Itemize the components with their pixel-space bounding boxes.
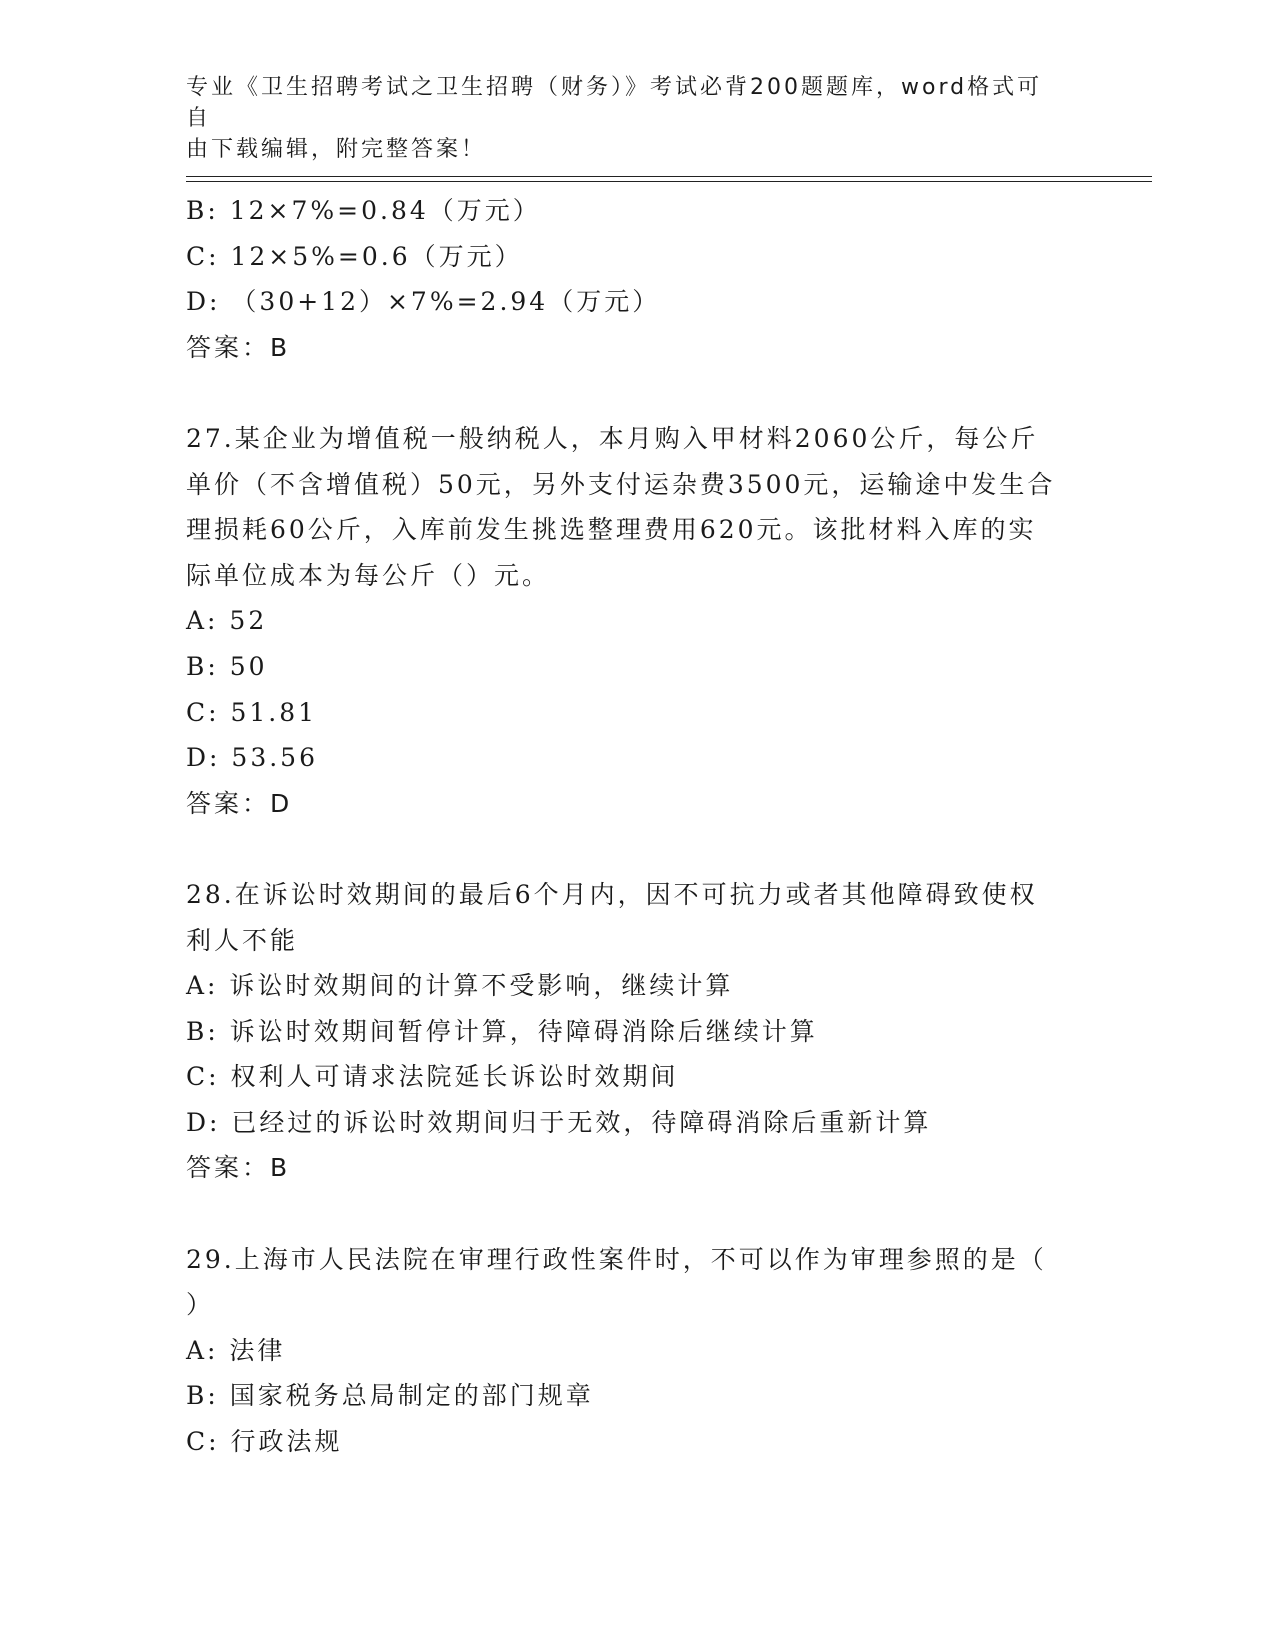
option-d: D: 53.56 [186, 743, 318, 773]
option-b: B: 50 [186, 651, 268, 681]
header-divider-top [186, 176, 1152, 177]
question-spacer [186, 370, 1086, 416]
question-spacer [186, 1191, 1086, 1237]
question-stem-line: 27.某企业为增值税一般纳税人，本月购入甲材料2060公斤，每公斤 [186, 423, 1039, 453]
option-c: C: 行政法规 [186, 1427, 343, 1457]
header-divider-bottom [186, 181, 1152, 182]
option-b: B: 诉讼时效期间暂停计算，待障碍消除后继续计算 [186, 1016, 818, 1046]
question-26 [186, 188, 1086, 370]
option-a: A: 诉讼时效期间的计算不受影响，继续计算 [186, 971, 734, 1001]
option-d: D: （30+12）×7%=2.94（万元） [186, 287, 661, 317]
answer: 答案：B [186, 1153, 291, 1183]
header-title-line-1: 专业《卫生招聘考试之卫生招聘（财务）》考试必背200题题库，word格式可自 [186, 75, 1043, 131]
question-stem-line: 际单位成本为每公斤（）元。 [186, 560, 551, 590]
option-a: A: 52 [186, 606, 268, 636]
question-stem-line: 28.在诉讼时效期间的最后6个月内，因不可抗力或者其他障碍致使权 [186, 879, 1038, 909]
option-c: C: 12×5%=0.6（万元） [186, 241, 523, 271]
document-header [186, 72, 1066, 165]
option-a: A: 法律 [186, 1335, 286, 1365]
option-b: B: 国家税务总局制定的部门规章 [186, 1381, 594, 1411]
question-stem-line: 单价（不含增值税）50元，另外支付运杂费3500元，运输途中发生合 [186, 469, 1056, 499]
question-spacer [186, 826, 1086, 872]
option-b: B: 12×7%=0.84（万元） [186, 196, 541, 225]
question-28 [186, 872, 1086, 1191]
option-c: C: 51.81 [186, 697, 318, 727]
question-stem-line: ） [186, 1290, 215, 1320]
answer: 答案：D [186, 788, 293, 818]
question-list [186, 188, 1086, 1465]
option-d: D: 已经过的诉讼时效期间归于无效，待障碍消除后重新计算 [186, 1107, 932, 1137]
question-stem-line: 29.上海市人民法院在审理行政性案件时，不可以作为审理参照的是（ [186, 1244, 1047, 1274]
header-title-line-2: 由下载编辑，附完整答案！ [186, 137, 487, 162]
question-27 [186, 416, 1086, 826]
question-29 [186, 1237, 1086, 1465]
question-stem-line: 理损耗60公斤，入库前发生挑选整理费用620元。该批材料入库的实 [186, 515, 1037, 545]
question-stem-line: 利人不能 [186, 925, 299, 955]
answer: 答案：B [186, 332, 291, 362]
option-c: C: 权利人可请求法院延长诉讼时效期间 [186, 1062, 679, 1092]
